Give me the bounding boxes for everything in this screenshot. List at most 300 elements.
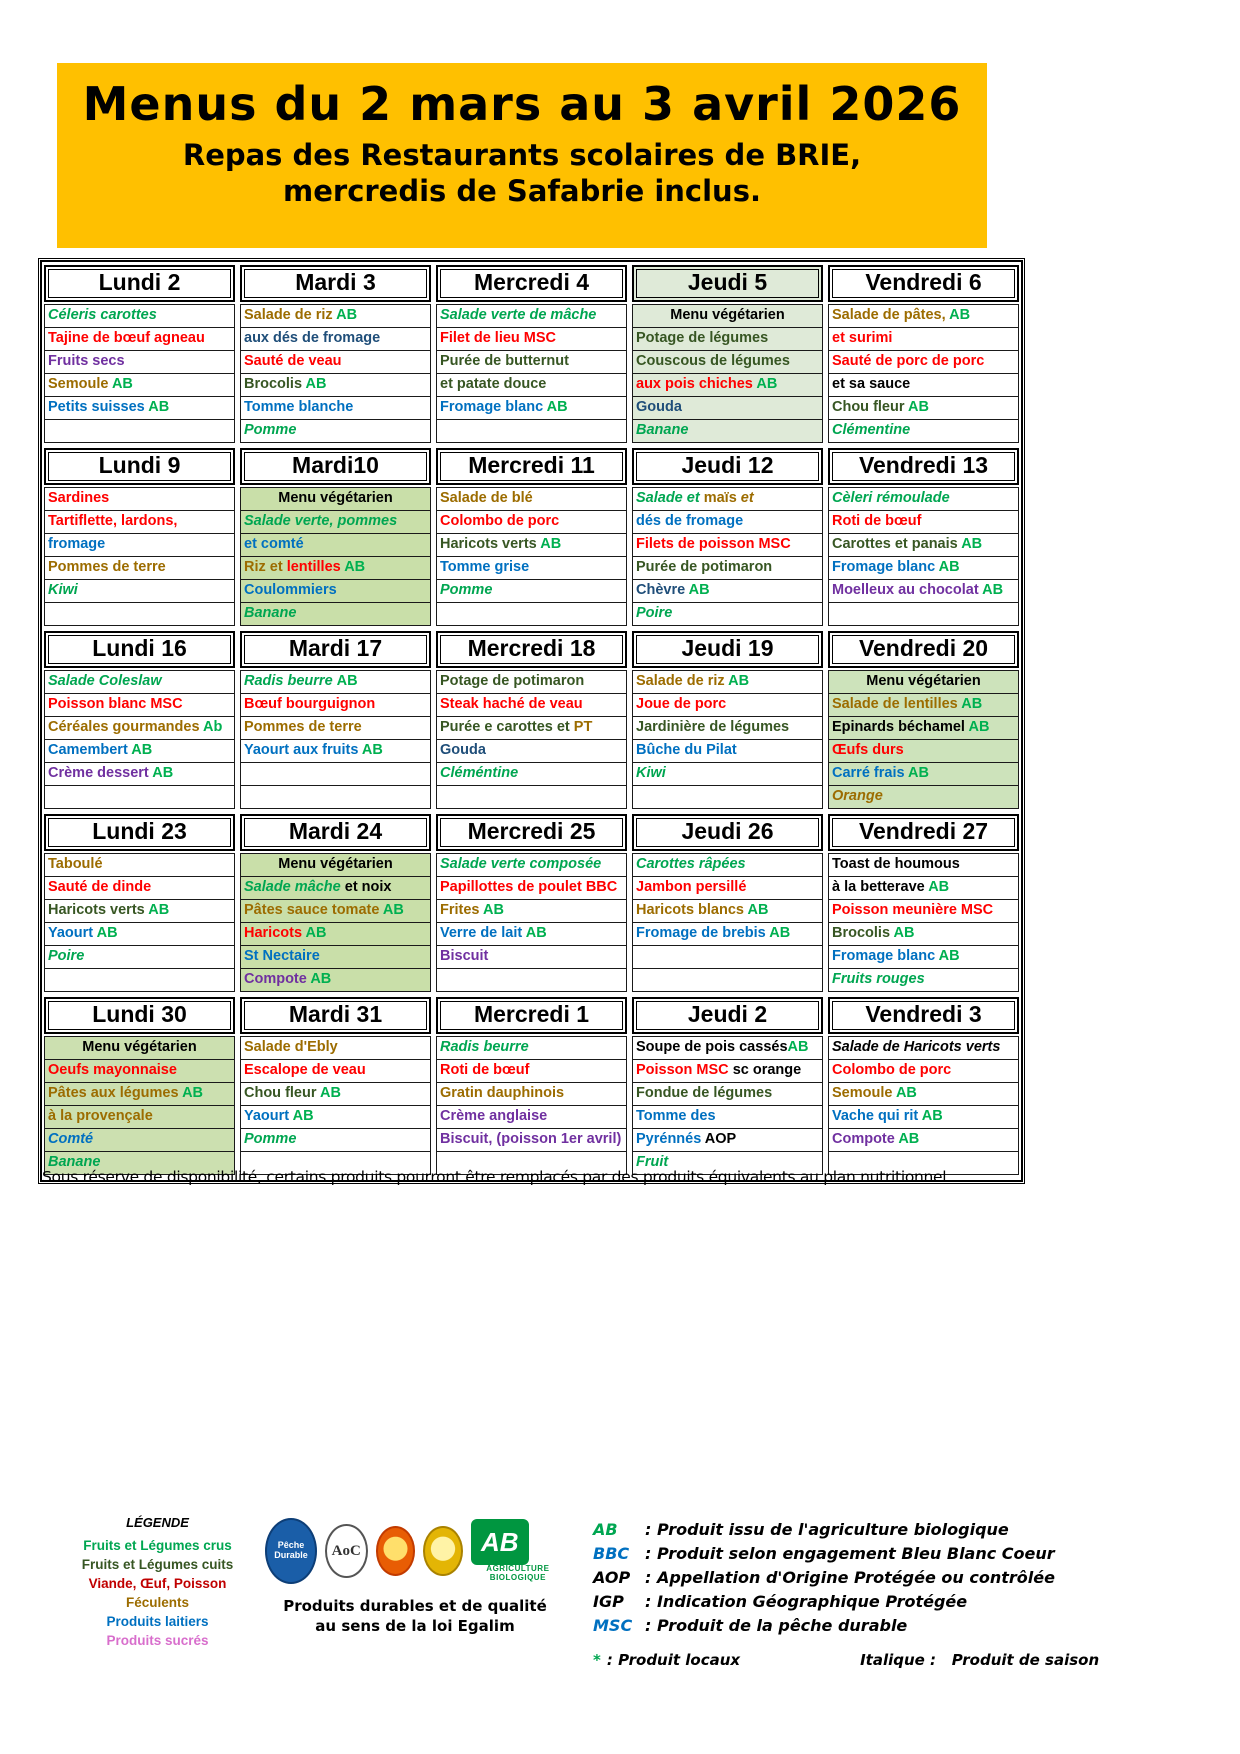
menu-cell: [828, 510, 1019, 535]
menu-item-text: AB: [482, 901, 504, 918]
menu-item-text: et noix: [344, 878, 392, 895]
menu-cell: [828, 419, 1019, 444]
menu-item-text: Salade verte, pommes: [244, 512, 398, 529]
menu-item-text: aux dés de fromage: [244, 329, 381, 346]
menu-item-text: Frites: [440, 901, 483, 918]
menu-item-text: Soupe de pois cassés: [636, 1038, 788, 1055]
menu-item-text: Joue de porc: [636, 695, 727, 712]
menu-cell: [632, 350, 823, 375]
menu-item-text: Haricots: [244, 924, 306, 941]
menu-item-text: Céréales gourmandes: [48, 718, 203, 735]
menu-cell: [436, 419, 627, 444]
menu-item-text: Bûche du Pilat: [636, 741, 737, 758]
abbreviation-code: IGP: [593, 1592, 624, 1611]
menu-item-text: AB: [525, 924, 547, 941]
menu-cell: [436, 876, 627, 901]
abbreviation-line: [593, 1568, 1120, 1587]
day-column: [632, 631, 823, 809]
menu-item-text: et surimi: [832, 329, 893, 346]
day-column: [44, 997, 235, 1175]
menu-item-text: et sa sauce: [832, 375, 911, 392]
peche-durable-label: Pêche Durable: [274, 1540, 308, 1560]
day-header: Mercredi 18: [436, 631, 627, 668]
menu-item-text: Chou fleur: [832, 398, 908, 415]
menu-cell: [632, 487, 823, 512]
menu-item-text: Couscous de légumes: [636, 352, 790, 369]
menu-item-text: AB: [907, 398, 929, 415]
menu-item-text: Carré frais: [832, 764, 909, 781]
menu-item-text: Pâtes sauce tomate: [244, 901, 383, 918]
menu-item-text: Salade de Haricots verts: [832, 1038, 1001, 1055]
menu-cell: [240, 922, 431, 947]
menu-item-text: Banane: [48, 1153, 101, 1170]
menu-cell: [44, 716, 235, 741]
menu-item-text: AB: [928, 878, 950, 895]
menu-cell: [240, 373, 431, 398]
legend-category: Produits sucrés: [106, 1633, 209, 1648]
menu-cell: [436, 899, 627, 924]
menu-cell: [632, 373, 823, 398]
menu-item-text: AOP: [704, 1130, 737, 1147]
menu-item-text: Camembert: [48, 741, 132, 758]
menu-cell: [632, 419, 823, 444]
menu-item-text: Jardinière de légumes: [636, 718, 790, 735]
day-column: [828, 448, 1019, 626]
menu-item-text: Riz et: [244, 558, 287, 575]
menu-cell: [44, 670, 235, 695]
menu-item-text: AB: [111, 375, 133, 392]
menu-cell: [44, 419, 235, 444]
menu-item-text: Salade de blé: [440, 489, 533, 506]
day-column: [828, 814, 1019, 992]
menu-cell: [240, 556, 431, 581]
day-column: [44, 814, 235, 992]
menu-item-text: Haricots blancs: [636, 901, 748, 918]
menu-item-text: Yaourt aux fruits: [244, 741, 362, 758]
menu-item-text: AB: [361, 741, 383, 758]
menu-cell: [436, 968, 627, 993]
legend-logos: [265, 1515, 565, 1636]
menu-item-text: Sauté de veau: [244, 352, 342, 369]
menu-cell: [828, 1082, 1019, 1107]
menu-cell: [828, 693, 1019, 718]
menu-cell: [436, 945, 627, 970]
menu-item-text: Fromage de brebis: [636, 924, 770, 941]
menu-cell: [436, 533, 627, 558]
menu-cell: [632, 1082, 823, 1107]
menu-item-text: AB: [968, 718, 990, 735]
abbreviation-description: : Produit issu de l'agriculture biologique: [645, 1520, 1009, 1539]
menu-cell: [828, 739, 1019, 764]
menu-item-text: AB: [305, 375, 327, 392]
menu-item-text: AB: [898, 1130, 920, 1147]
menu-item-text: Tomme blanche: [244, 398, 354, 415]
menu-cell: [240, 510, 431, 535]
menu-item-text: Poire: [636, 604, 673, 621]
menu-cell: [632, 602, 823, 627]
menu-item-text: AB: [292, 1107, 314, 1124]
day-header: Jeudi 2: [632, 997, 823, 1034]
menu-item-text: Salade et: [636, 489, 704, 506]
menu-item-text: et comté: [244, 535, 304, 552]
menu-cell: [632, 876, 823, 901]
menu-item-text: Menu végétarien: [866, 672, 981, 689]
day-header: Lundi 9: [44, 448, 235, 485]
menu-cell: [436, 1082, 627, 1107]
menu-item-text: Cléméntine: [440, 764, 519, 781]
day-column: [436, 448, 627, 626]
menu-cell: [436, 396, 627, 421]
menu-item-text: sc orange: [732, 1061, 802, 1078]
menu-cell: [828, 556, 1019, 581]
menu-item-text: Moelleux au chocolat: [832, 581, 983, 598]
menu-item-text: AB: [152, 764, 174, 781]
menu-cell: [240, 670, 431, 695]
menu-cell: [44, 533, 235, 558]
menu-cell: [828, 716, 1019, 741]
menu-cell: [436, 670, 627, 695]
menu-cell: [632, 579, 823, 604]
menu-item-text: et patate douce: [440, 375, 547, 392]
menu-cell: [44, 1105, 235, 1130]
day-column: [632, 814, 823, 992]
menu-cell: [44, 785, 235, 810]
menu-item-text: Gouda: [636, 398, 682, 415]
legend-category: Fruits et Légumes cuits: [81, 1557, 234, 1572]
label-rouge-rosette-icon: [376, 1526, 416, 1576]
menu-item-text: AB: [131, 741, 153, 758]
day-header: Lundi 30: [44, 997, 235, 1034]
menu-item-text: Carottes et panais: [832, 535, 962, 552]
menu-item-text: Haricots verts: [48, 901, 149, 918]
menu-item-text: AB: [938, 947, 960, 964]
menu-cell: [436, 487, 627, 512]
menu-item-text: Salade de riz: [244, 306, 337, 323]
menu-cell: [436, 1128, 627, 1153]
menu-item-text: Steak haché de veau: [440, 695, 583, 712]
menu-table: [40, 260, 1023, 1182]
menu-cell: [828, 350, 1019, 375]
menu-item-text: Brocolis: [244, 375, 306, 392]
menu-item-text: Kiwi: [48, 581, 78, 598]
day-header: Mercredi 25: [436, 814, 627, 851]
menu-item-text: Cèleri rémoulade: [832, 489, 950, 506]
menu-cell: [436, 350, 627, 375]
day-header: Mercredi 1: [436, 997, 627, 1034]
menu-cell: [240, 602, 431, 627]
menu-item-text: Roti de bœuf: [440, 1061, 530, 1078]
menu-item-text: Papillottes de poulet BBC: [440, 878, 618, 895]
menu-cell: [828, 876, 1019, 901]
legend-title: LÉGENDE: [126, 1515, 189, 1530]
menu-cell: [44, 945, 235, 970]
menu-cell: [436, 922, 627, 947]
menu-item-text: AB: [546, 398, 568, 415]
menu-item-text: PT: [573, 718, 593, 735]
menu-cell: [436, 373, 627, 398]
menu-cell: [44, 373, 235, 398]
menu-item-text: Haricots verts: [440, 535, 541, 552]
day-header: Vendredi 20: [828, 631, 1019, 668]
menu-item-text: Tomme des: [636, 1107, 716, 1124]
day-column: [44, 631, 235, 809]
menu-item-text: Purée e carottes et: [440, 718, 574, 735]
menu-item-text: Potage de potimaron: [440, 672, 585, 689]
menu-cell: [240, 716, 431, 741]
menu-item-text: AB: [769, 924, 791, 941]
menu-cell: [240, 396, 431, 421]
menu-cell: [632, 716, 823, 741]
menu-item-text: Œufs durs: [832, 741, 904, 758]
day-header: Mardi10: [240, 448, 431, 485]
abbreviation-code: MSC: [593, 1616, 633, 1635]
menu-item-text: AB: [148, 398, 170, 415]
menu-item-text: Carottes râpées: [636, 855, 746, 872]
menu-cell: [436, 762, 627, 787]
abbreviation-line: [593, 1520, 1120, 1539]
menu-cell: [436, 602, 627, 627]
menu-cell: [632, 693, 823, 718]
menu-item-text: Brocolis: [832, 924, 894, 941]
menu-item-text: Escalope de veau: [244, 1061, 366, 1078]
menu-cell: [828, 579, 1019, 604]
menu-cell: [828, 304, 1019, 329]
menu-cell: [44, 876, 235, 901]
day-header: Vendredi 6: [828, 265, 1019, 302]
menu-item-text: Gratin dauphinois: [440, 1084, 565, 1101]
menu-item-text: Colombo de porc: [440, 512, 560, 529]
menu-cell: [44, 739, 235, 764]
menu-item-text: Menu végétarien: [82, 1038, 197, 1055]
menu-cell: [240, 1059, 431, 1084]
day-header: Jeudi 12: [632, 448, 823, 485]
menu-cell: [632, 304, 823, 329]
local-product-text: : Produit locaux: [606, 1651, 741, 1669]
menu-item-text: AB: [747, 901, 769, 918]
menu-cell: [828, 785, 1019, 810]
day-header: Vendredi 3: [828, 997, 1019, 1034]
day-header: Lundi 23: [44, 814, 235, 851]
day-header: Vendredi 27: [828, 814, 1019, 851]
legend-category: Viande, Œuf, Poisson: [88, 1576, 227, 1591]
menu-cell: [828, 899, 1019, 924]
menu-item-text: Compote: [832, 1130, 899, 1147]
menu-item-text: Pommes de terre: [48, 558, 166, 575]
menu-cell: [436, 716, 627, 741]
menu-item-text: aux pois chiches: [636, 375, 757, 392]
abbreviation-description: : Indication Géographique Protégée: [645, 1592, 968, 1611]
page-subtitle-line2: mercredis de Safabrie inclus.: [283, 174, 761, 209]
week-block-2: [44, 448, 1019, 626]
menu-item-text: AB: [336, 672, 358, 689]
menu-cell: [436, 853, 627, 878]
day-header: Mercredi 11: [436, 448, 627, 485]
menu-cell: [632, 922, 823, 947]
ab-logo: [471, 1519, 565, 1583]
menu-cell: [240, 1105, 431, 1130]
menu-cell: [240, 899, 431, 924]
menu-item-text: Comté: [48, 1130, 94, 1147]
menu-cell: [44, 327, 235, 352]
menu-item-text: Fruits rouges: [832, 970, 925, 987]
menu-item-text: Toast de houmous: [832, 855, 960, 872]
menu-item-text: Oeufs mayonnaise: [48, 1061, 177, 1078]
week-block-3: [44, 631, 1019, 809]
menu-item-text: Yaourt: [48, 924, 97, 941]
menu-item-text: Pâtes aux légumes: [48, 1084, 183, 1101]
menu-item-text: AB: [938, 558, 960, 575]
menu-cell: [632, 945, 823, 970]
menu-item-text: AB: [921, 1107, 943, 1124]
menu-item-text: Tomme grise: [440, 558, 530, 575]
day-header: Jeudi 5: [632, 265, 823, 302]
menu-item-text: AB: [949, 306, 971, 323]
menu-cell: [436, 556, 627, 581]
menu-cell: [44, 304, 235, 329]
day-column: [828, 631, 1019, 809]
menu-cell: [828, 968, 1019, 993]
menu-cell: [632, 739, 823, 764]
menu-item-text: Pomme: [244, 1130, 297, 1147]
menu-item-text: Salade de riz: [636, 672, 729, 689]
menu-item-text: Menu végétarien: [278, 855, 393, 872]
day-column: [44, 448, 235, 626]
menu-cell: [828, 1059, 1019, 1084]
menu-item-text: Fromage blanc: [832, 947, 939, 964]
menu-cell: [240, 876, 431, 901]
menu-cell: [240, 945, 431, 970]
page-subtitle-line1: Repas des Restaurants scolaires de BRIE,: [182, 138, 862, 172]
menu-cell: [436, 327, 627, 352]
page-title: Menus du 2 mars au 3 avril 2026: [82, 77, 962, 131]
legend-abbreviations: [565, 1515, 1120, 1669]
menu-item-text: Menu végétarien: [670, 306, 785, 323]
legend-category: Produits laitiers: [106, 1614, 209, 1629]
menu-item-text: AB: [336, 306, 358, 323]
menu-item-text: AB: [893, 924, 915, 941]
menu-item-text: à la provençale: [48, 1107, 153, 1124]
menu-item-text: AB: [961, 535, 983, 552]
menu-item-text: Tajine de bœuf agneau: [48, 329, 205, 346]
egalim-caption-line1: Produits durables et de qualité: [283, 1597, 547, 1615]
menu-item-text: Crème anglaise: [440, 1107, 548, 1124]
menu-cell: [436, 1036, 627, 1061]
season-note-text: Produit de saison: [951, 1651, 1100, 1669]
menu-item-text: Biscuit: [440, 947, 489, 964]
menu-cell: [632, 1105, 823, 1130]
menu-item-text: Banane: [244, 604, 297, 621]
menu-item-text: Sauté de dinde: [48, 878, 152, 895]
menu-item-text: Orange: [832, 787, 883, 804]
menu-item-text: Biscuit, (poisson 1er avril): [440, 1130, 622, 1147]
menu-cell: [828, 1128, 1019, 1153]
menu-item-text: Petits suisses: [48, 398, 149, 415]
menu-cell: [240, 1128, 431, 1153]
menu-cell: [436, 739, 627, 764]
menu-cell: [240, 739, 431, 764]
menu-item-text: AB: [961, 695, 983, 712]
menu-item-text: AB: [756, 375, 778, 392]
menu-item-text: Coulommiers: [244, 581, 337, 598]
menu-item-text: Salade de lentilles: [832, 695, 962, 712]
aoc-label: AoC: [331, 1542, 361, 1559]
menu-cell: [240, 579, 431, 604]
abbreviation-code: BBC: [593, 1544, 630, 1563]
legend-notes: [593, 1651, 1120, 1669]
menu-item-text: Purée de butternut: [440, 352, 569, 369]
menu-item-text: Yaourt: [244, 1107, 293, 1124]
menu-cell: [44, 968, 235, 993]
menu-cell: [828, 602, 1019, 627]
menu-cell: [632, 556, 823, 581]
day-header: Mardi 17: [240, 631, 431, 668]
menu-item-text: Pyrénnés: [636, 1130, 705, 1147]
menu-item-text: Filets de poisson MSC: [636, 535, 791, 552]
menu-item-text: AB: [182, 1084, 204, 1101]
menu-cell: [436, 304, 627, 329]
menu-cell: [44, 602, 235, 627]
menu-cell: [44, 487, 235, 512]
menu-cell: [436, 1105, 627, 1130]
aoc-logo: [325, 1524, 368, 1578]
menu-item-text: Fondue de légumes: [636, 1084, 773, 1101]
menu-cell: [828, 396, 1019, 421]
menu-cell: [240, 785, 431, 810]
menu-item-text: AB: [895, 1084, 917, 1101]
menu-item-text: Crème dessert: [48, 764, 153, 781]
menu-item-text: et: [740, 489, 754, 506]
menu-cell: [44, 762, 235, 787]
menu-cell: [632, 1128, 823, 1153]
menu-cell: [828, 533, 1019, 558]
day-column: [436, 814, 627, 992]
week-block-1: [44, 265, 1019, 443]
egalim-caption-line2: au sens de la loi Egalim: [315, 1616, 515, 1635]
menu-cell: [44, 556, 235, 581]
day-column: [632, 448, 823, 626]
menu-item-text: Poisson meunière MSC: [832, 901, 994, 918]
menu-item-text: Poisson MSC: [636, 1061, 733, 1078]
menu-item-text: Salade verte composée: [440, 855, 602, 872]
menu-item-text: Radis beurre: [244, 672, 337, 689]
menu-item-text: Clémentine: [832, 421, 911, 438]
menu-item-text: Vache qui rit: [832, 1107, 922, 1124]
menu-item-text: AB: [908, 764, 929, 781]
day-header: Vendredi 13: [828, 448, 1019, 485]
menu-cell: [632, 1036, 823, 1061]
menu-cell: [828, 1036, 1019, 1061]
menu-item-text: Verre de lait: [440, 924, 526, 941]
legend-category: Fruits et Légumes crus: [83, 1538, 232, 1553]
menu-cell: [44, 1036, 235, 1061]
menu-cell: [240, 1036, 431, 1061]
menu-item-text: AB: [688, 581, 710, 598]
menu-cell: [828, 327, 1019, 352]
menu-cell: [240, 968, 431, 993]
menu-item-text: Semoule: [48, 375, 112, 392]
menu-item-text: Potage de légumes: [636, 329, 769, 346]
day-column: [632, 265, 823, 443]
day-header: Mercredi 4: [436, 265, 627, 302]
legend-color-key: [50, 1515, 265, 1652]
menu-cell: [44, 396, 235, 421]
menu-cell: [240, 533, 431, 558]
menu-cell: [632, 533, 823, 558]
menu-item-text: Salade mâche: [244, 878, 345, 895]
day-column: [240, 631, 431, 809]
menu-cell: [240, 487, 431, 512]
ab-logo-caption: AGRICULTURE BIOLOGIQUE: [486, 1564, 550, 1582]
